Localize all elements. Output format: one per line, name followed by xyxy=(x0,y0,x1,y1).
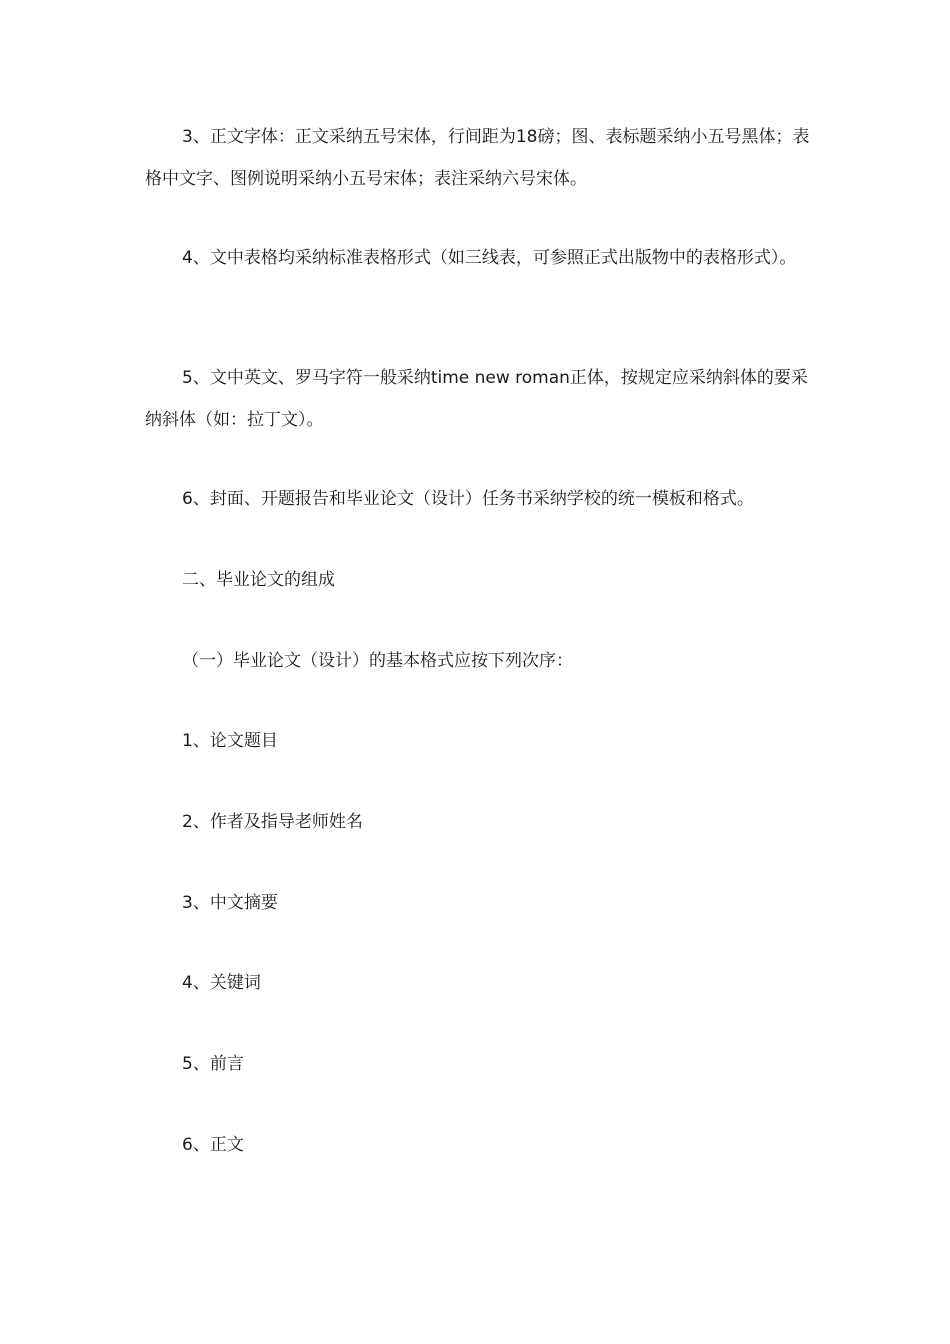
list-item-preface: 5、前言 xyxy=(182,1054,244,1074)
subsection-heading-basic-format: （一）毕业论文（设计）的基本格式应按下列次序： xyxy=(182,651,573,671)
paragraph-table-format: 4、文中表格均采纳标准表格形式（如三线表，可参照正式出版物中的表格形式）。 xyxy=(182,248,797,268)
paragraph-english-characters: 5、文中英文、罗马字符一般采纳time new roman正体，按规定应采纳斜体的要采纳斜体（如：拉丁文）。 xyxy=(145,368,808,430)
section-heading-thesis-composition: 二、毕业论文的组成 xyxy=(182,570,335,590)
list-item-chinese-abstract: 3、中文摘要 xyxy=(182,893,278,913)
list-item-author-advisor: 2、作者及指导老师姓名 xyxy=(182,812,363,832)
list-item-main-text: 6、正文 xyxy=(182,1135,244,1155)
paragraph-cover-template: 6、封面、开题报告和毕业论文（设计）任务书采纳学校的统一模板和格式。 xyxy=(182,489,754,509)
list-item-thesis-title: 1、论文题目 xyxy=(182,731,278,751)
list-item-keywords: 4、关键词 xyxy=(182,973,261,993)
paragraph-font-rules: 3、正文字体：正文采纳五号宋体，行间距为18磅；图、表标题采纳小五号黑体；表格中文字、图例说明采纳小五号宋体；表注采纳六号宋体。 xyxy=(145,127,810,189)
